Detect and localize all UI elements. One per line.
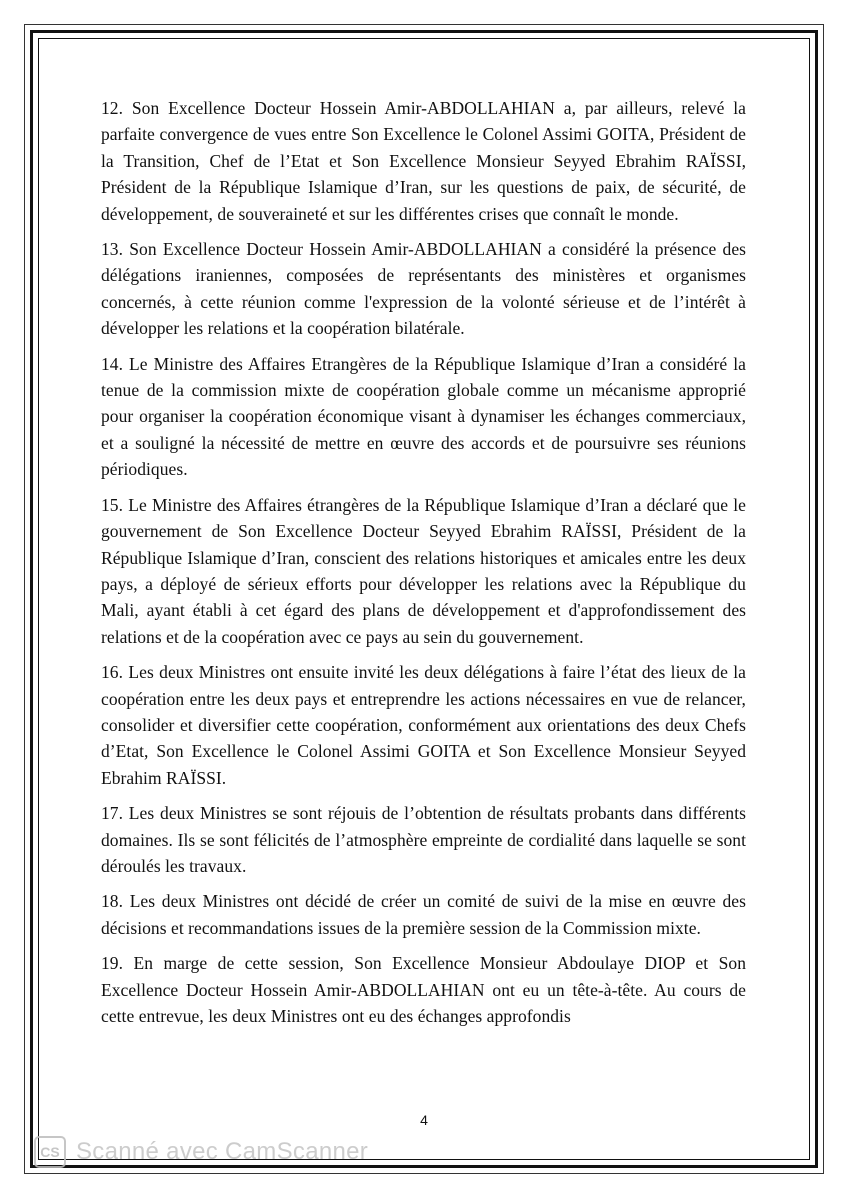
paragraph-15: 15. Le Ministre des Affaires étrangères de la République Islamique d’Iran a déclaré que le gouvernement de Son Excellence Docteur Seyyed Ebrahim RAÏSSI, Président de la République Islamique d’Iran, conscient des relations historiques et amicales entre les deux pays, a déployé de sérieux efforts pour développer les relations avec la République du Mali, ayant établi à cet égard des plans de développement et d'approfondissement des relations et de la coopération avec ce pays au sein du gouvernement.: [101, 494, 746, 647]
paragraph-19: 19. En marge de cette session, Son Excellence Monsieur Abdoulaye DIOP et Son Excellence Docteur Hossein Amir-ABDOLLAHIAN ont eu un tête-à-tête. Au cours de cette entrevue, les deux Ministres ont eu des échanges approfondis: [101, 953, 746, 1026]
paragraph-12: 12. Son Excellence Docteur Hossein Amir-ABDOLLAHIAN a, par ailleurs, relevé la parfaite convergence de vues entre Son Excellence le Colonel Assimi GOITA, Président de la Transition, Chef de l’Etat et Son Excellence Monsieur Seyyed Ebrahim RAÏSSI, Président de la République Islamique d’Iran, sur les questions de paix, de sécurité, de développement, de souveraineté et sur les différentes crises que connaît le monde.: [101, 98, 746, 224]
camscanner-watermark-text: Scanné avec CamScanner: [76, 1138, 369, 1165]
document-body: [101, 95, 746, 1038]
camscanner-watermark: [34, 1134, 368, 1170]
paragraph-14: 14. Le Ministre des Affaires Etrangères de la République Islamique d’Iran a considéré la tenue de la commission mixte de coopération globale comme un mécanisme approprié pour organiser la coopération économique visant à dynamiser les échanges commerciaux, et a souligné la nécessité de mettre en œuvre des accords et de poursuivre ses réunions périodiques.: [101, 353, 746, 480]
paragraph-13: 13. Son Excellence Docteur Hossein Amir-ABDOLLAHIAN a considéré la présence des délégations iraniennes, composées de représentants des ministères et organismes concernés, à cette réunion comme l'expression de la volonté sérieuse et de l’intérêt à développer les relations et la coopération bilatérale.: [101, 239, 746, 339]
paragraph-17: 17. Les deux Ministres se sont réjouis de l’obtention de résultats probants dans différents domaines. Ils se sont félicités de l’atmosphère empreinte de cordialité dans laquelle se sont déroulés les travaux.: [101, 803, 746, 876]
paragraph-16: 16. Les deux Ministres ont ensuite invité les deux délégations à faire l’état des lieux de la coopération entre les deux pays et entreprendre les actions nécessaires en vue de relancer, consolider et diversifier cette coopération, conformément aux orientations des deux Chefs d’Etat, Son Excellence le Colonel Assimi GOITA et Son Excellence Monsieur Seyyed Ebrahim RAÏSSI.: [101, 662, 746, 788]
paragraph-18: 18. Les deux Ministres ont décidé de créer un comité de suivi de la mise en œuvre des décisions et recommandations issues de la première session de la Commission mixte.: [101, 891, 746, 938]
camscanner-logo-icon: CS: [34, 1136, 66, 1168]
page-number: 4: [420, 1112, 428, 1128]
